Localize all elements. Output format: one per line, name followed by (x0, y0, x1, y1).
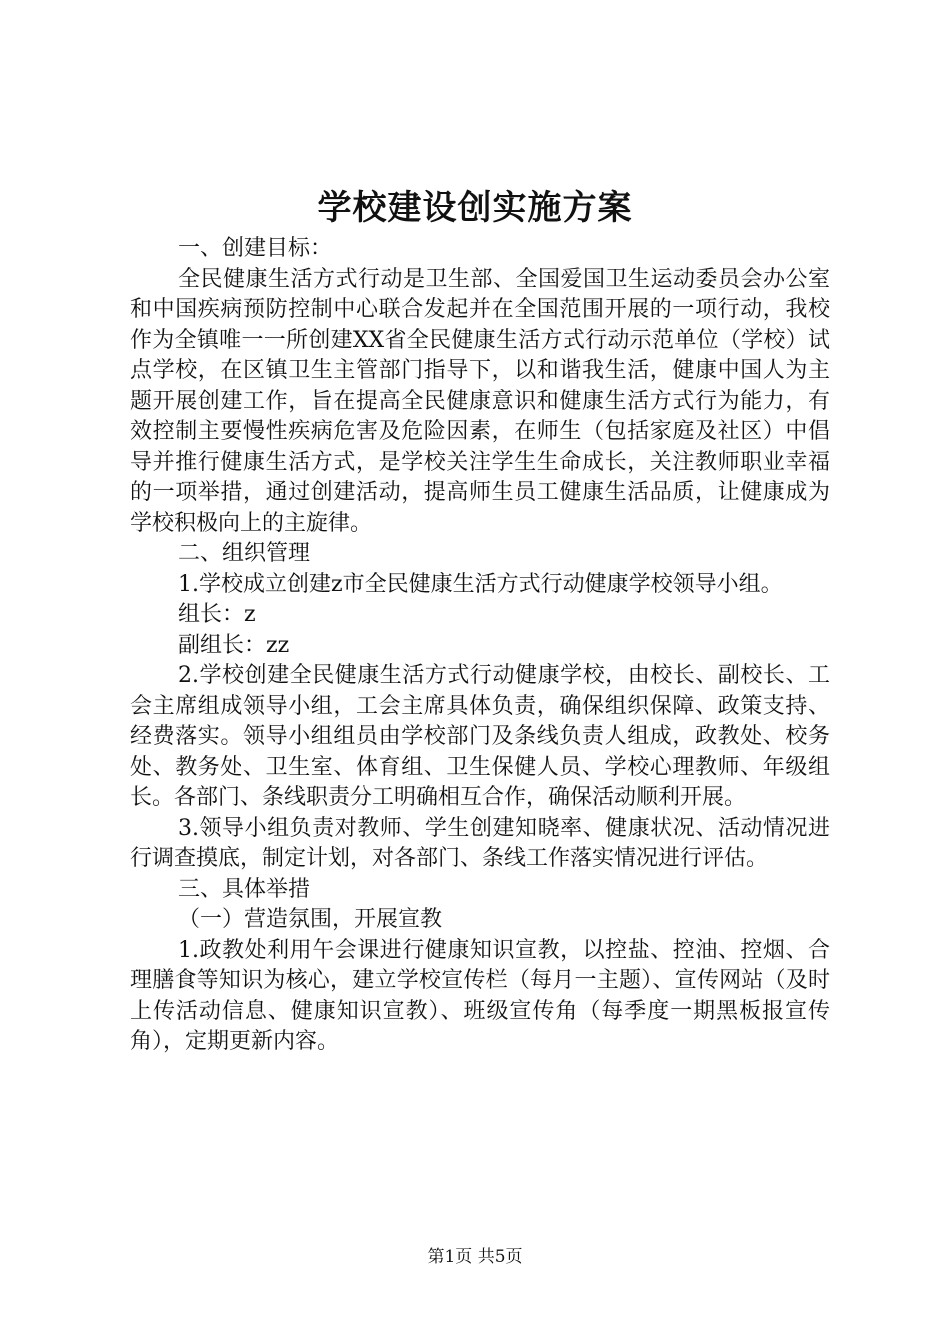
paragraph-health-education: 1.政教处利用午会课进行健康知识宣教，以控盐、控油、控烟、合理膳食等知识为核心，建立学校宣传栏（每月一主题）、宣传网站（及时上传活动信息、健康知识宣教）、班级宣传角（每季度一期黑板报宣传角），定期更新内容。 (130, 937, 830, 1054)
paragraph-group-composition: 2.学校创建全民健康生活方式行动健康学校，由校长、副校长、工会主席组成领导小组，工会主席具体负责，确保组织保障、政策支持、经费落实。领导小组组员由学校部门及条线负责人组成，政教处、校务处、教务处、卫生室、体育组、卫生保健人员、学校心理教师、年级组长。各部门、条线职责分工明确相互合作，确保活动顺利开展。 (130, 663, 830, 810)
paragraph-deputy-leader: 副组长：zz (178, 632, 290, 658)
section-heading-organization: 二、组织管理 (178, 541, 311, 566)
document-body (130, 234, 830, 1058)
document-title: 学校建设创实施方案 (317, 188, 633, 228)
paragraph-goal-description: 全民健康生活方式行动是卫生部、全国爱国卫生运动委员会办公室和中国疾病预防控制中心联合发起并在全国范围开展的一项行动，我校作为全镇唯一一所创建XX省全民健康生活方式行动示范单位（学校）试点学校，在区镇卫生主管部门指导下，以和谐我生活，健康中国人为主题开展创建工作，旨在提高全民健康意识和健康生活方式行为能力，有效控制主要慢性疾病危害及危险因素，在师生（包括家庭及社区）中倡导并推行健康生活方式，是学校关注学生生命成长，关注教师职业幸福的一项举措，通过创建活动，提高师生员工健康生活品质，让健康成为学校积极向上的主旋律。 (130, 266, 830, 536)
paragraph-group-leader: 组长：z (178, 602, 256, 627)
paragraph-survey-evaluation: 3.领导小组负责对教师、学生创建知晓率、健康状况、活动情况进行调查摸底，制定计划，对各部门、条线工作落实情况进行评估。 (130, 815, 830, 871)
page-number-footer: 第1页 共5页 (427, 1247, 523, 1267)
section-heading-measures: 三、具体举措 (178, 876, 311, 902)
subsection-heading-atmosphere: （一）营造氛围，开展宣教 (178, 907, 443, 932)
section-heading-goal: 一、创建目标： (178, 236, 333, 261)
paragraph-leadership-group: 1.学校成立创建z市全民健康生活方式行动健康学校领导小组。 (178, 571, 783, 597)
